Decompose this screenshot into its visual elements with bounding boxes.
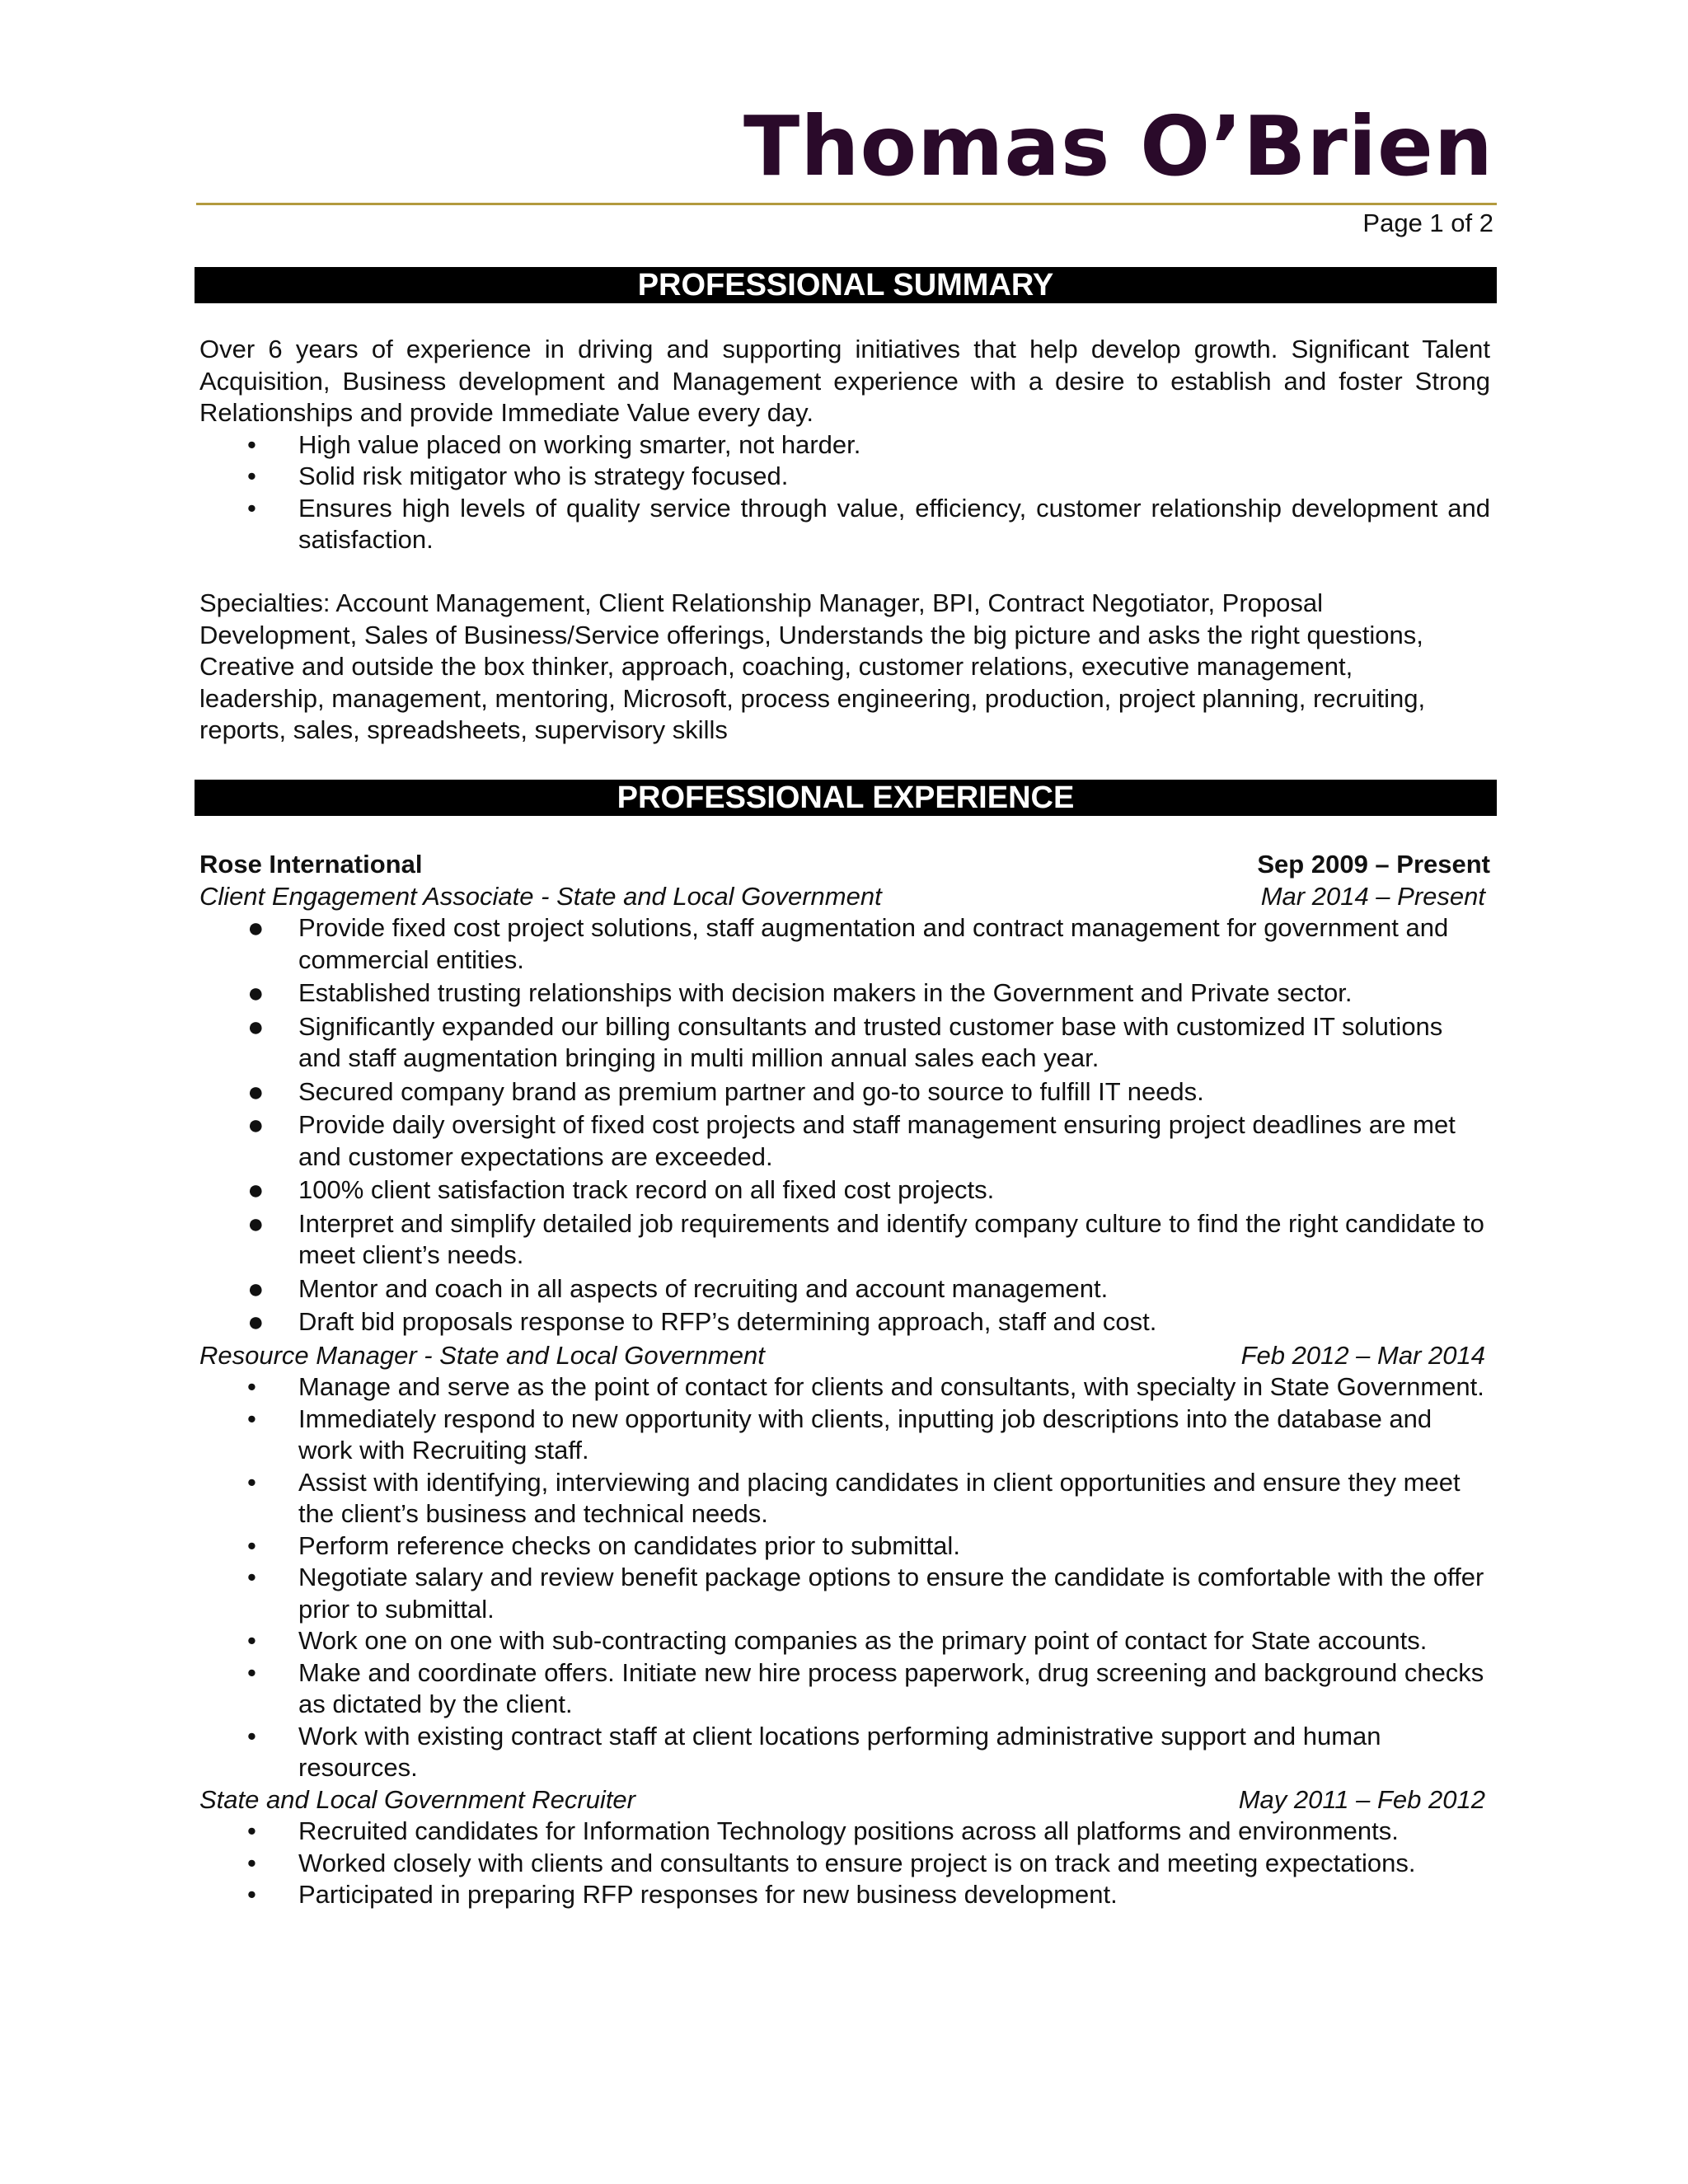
candidate-name: Thomas O’Brien bbox=[743, 98, 1493, 194]
list-item: • Recruited candidates for Information Technology positions across all platforms and environments. bbox=[199, 1816, 1490, 1848]
list-item: • Manage and serve as the point of contact for clients and consultants, with specialty in State Government. bbox=[199, 1371, 1490, 1404]
bullet-icon: ● bbox=[247, 1076, 265, 1108]
bullet-icon: • bbox=[247, 1372, 256, 1401]
bullet-icon: • bbox=[247, 1816, 256, 1845]
role-row bbox=[199, 1340, 1490, 1372]
bullet-icon: • bbox=[247, 1626, 256, 1655]
bullet-icon: • bbox=[247, 462, 256, 490]
list-item: • Negotiate salary and review benefit package options to ensure the candidate is comfortable with the offer prior to submittal. bbox=[247, 1563, 1484, 1624]
role-dates: Feb 2012 – Mar 2014 bbox=[1240, 1340, 1485, 1370]
specialties-paragraph: Specialties: Account Management, Client Relationship Manager, BPI, Contract Negotiator, Proposal Development, Sales of Business/Service offerings, Understands the big picture and asks the right questions, Creative and outside the box thinker, approach, coaching, customer relations, executive management, leadership, management, mentoring, Microsoft, process engineering, production, project planning, recruiting, reports, sales, spreadsheets, supervisory skills bbox=[199, 588, 1426, 744]
role-row bbox=[199, 1784, 1490, 1816]
role-title: State and Local Government Recruiter bbox=[199, 1784, 635, 1814]
role-bullet-list bbox=[199, 1371, 1490, 1784]
bullet-icon: • bbox=[247, 1404, 256, 1433]
list-item: • Immediately respond to new opportunity with clients, inputting job descriptions into the database and work with Recruiting staff. bbox=[247, 1404, 1432, 1465]
list-item: • Assist with identifying, interviewing and placing candidates in client opportunities and ensure they meet the client’s business and technical needs. bbox=[247, 1467, 1461, 1528]
list-item: • Worked closely with clients and consultants to ensure project is on track and meeting expectations. bbox=[199, 1848, 1490, 1880]
bullet-icon: ● bbox=[247, 912, 265, 944]
list-item: • Work with existing contract staff at client locations performing administrative support and human resources. bbox=[247, 1721, 1381, 1782]
bullet-icon: • bbox=[247, 493, 256, 523]
role-title: Client Engagement Associate - State and Local Government bbox=[199, 881, 882, 911]
bullet-icon: ● bbox=[247, 1010, 265, 1043]
summary-section bbox=[199, 334, 1490, 747]
list-item: • High value placed on working smarter, not harder. bbox=[199, 429, 1490, 462]
summary-paragraph: Over 6 years of experience in driving and supporting initiatives that help develop growth. Significant Talent Acquisition, Business development and Management experience with a desire to establish and foster Strong Relationships and provide Immediate Value every day. bbox=[199, 335, 1490, 427]
role-bullet-list bbox=[199, 912, 1490, 1338]
summary-heading: PROFESSIONAL SUMMARY bbox=[195, 267, 1497, 303]
bullet-icon: ● bbox=[247, 1174, 265, 1206]
header-rule bbox=[196, 203, 1497, 205]
list-item: • Participated in preparing RFP responses for new business development. bbox=[199, 1879, 1490, 1911]
bullet-icon: • bbox=[247, 1467, 256, 1497]
role-dates: May 2011 – Feb 2012 bbox=[1238, 1784, 1485, 1814]
bullet-icon: • bbox=[247, 1563, 256, 1591]
page-number: Page 1 of 2 bbox=[1362, 209, 1493, 237]
bullet-icon: • bbox=[247, 1721, 256, 1750]
company-name: Rose International bbox=[199, 850, 423, 879]
list-item: • Solid risk mitigator who is strategy focused. bbox=[199, 461, 1490, 493]
list-item: • Make and coordinate offers. Initiate new hire process paperwork, drug screening and background checks as dictated by the client. bbox=[247, 1657, 1484, 1718]
bullet-icon: • bbox=[247, 1530, 256, 1560]
list-item: ● Interpret and simplify detailed job requirements and identify company culture to find the right candidate to meet client’s needs. bbox=[247, 1207, 1484, 1269]
list-item: ● Secured company brand as premium partner and go-to source to fulfill IT needs. bbox=[247, 1076, 1204, 1108]
list-item: ● Draft bid proposals response to RFP’s determining approach, staff and cost. bbox=[247, 1306, 1157, 1338]
role-bullet-list bbox=[199, 1816, 1490, 1911]
bullet-icon: ● bbox=[247, 1207, 265, 1240]
role-row bbox=[199, 881, 1490, 913]
list-item: ● Mentor and coach in all aspects of recruiting and account management. bbox=[247, 1272, 1109, 1305]
company-dates: Sep 2009 – Present bbox=[1257, 850, 1490, 879]
bullet-icon: ● bbox=[247, 1306, 265, 1338]
bullet-icon: ● bbox=[247, 1272, 265, 1305]
list-item: ● Provide fixed cost project solutions, staff augmentation and contract management for government and commercial entities. bbox=[247, 912, 1449, 974]
bullet-icon: • bbox=[247, 429, 256, 459]
list-item: • Work one on one with sub-contracting companies as the primary point of contact for State accounts. bbox=[199, 1625, 1490, 1657]
list-item: • Ensures high levels of quality service through value, efficiency, customer relationship development and satisfaction. bbox=[247, 493, 1490, 554]
list-item: ● 100% client satisfaction track record on all fixed cost projects. bbox=[247, 1174, 995, 1206]
bullet-icon: ● bbox=[247, 1109, 265, 1141]
company-row bbox=[199, 849, 1490, 881]
bullet-icon: • bbox=[247, 1657, 256, 1687]
experience-section bbox=[199, 849, 1490, 1911]
role-title: Resource Manager - State and Local Government bbox=[199, 1340, 765, 1370]
bullet-icon: ● bbox=[247, 977, 265, 1009]
summary-bullet-list bbox=[199, 429, 1490, 556]
role-dates: Mar 2014 – Present bbox=[1260, 881, 1485, 911]
list-item: ● Significantly expanded our billing consultants and trusted customer base with customized IT solutions and staff augmentation bringing in multi million annual sales each year. bbox=[247, 1010, 1443, 1072]
bullet-icon: • bbox=[247, 1848, 256, 1877]
list-item: ● Provide daily oversight of fixed cost projects and staff management ensuring project deadlines are met and customer expectations are exceeded. bbox=[247, 1109, 1456, 1171]
list-item: ● Established trusting relationships with decision makers in the Government and Private sector. bbox=[247, 977, 1353, 1009]
experience-heading: PROFESSIONAL EXPERIENCE bbox=[195, 780, 1497, 816]
bullet-icon: • bbox=[247, 1880, 256, 1909]
list-item: • Perform reference checks on candidates prior to submittal. bbox=[199, 1530, 1490, 1563]
